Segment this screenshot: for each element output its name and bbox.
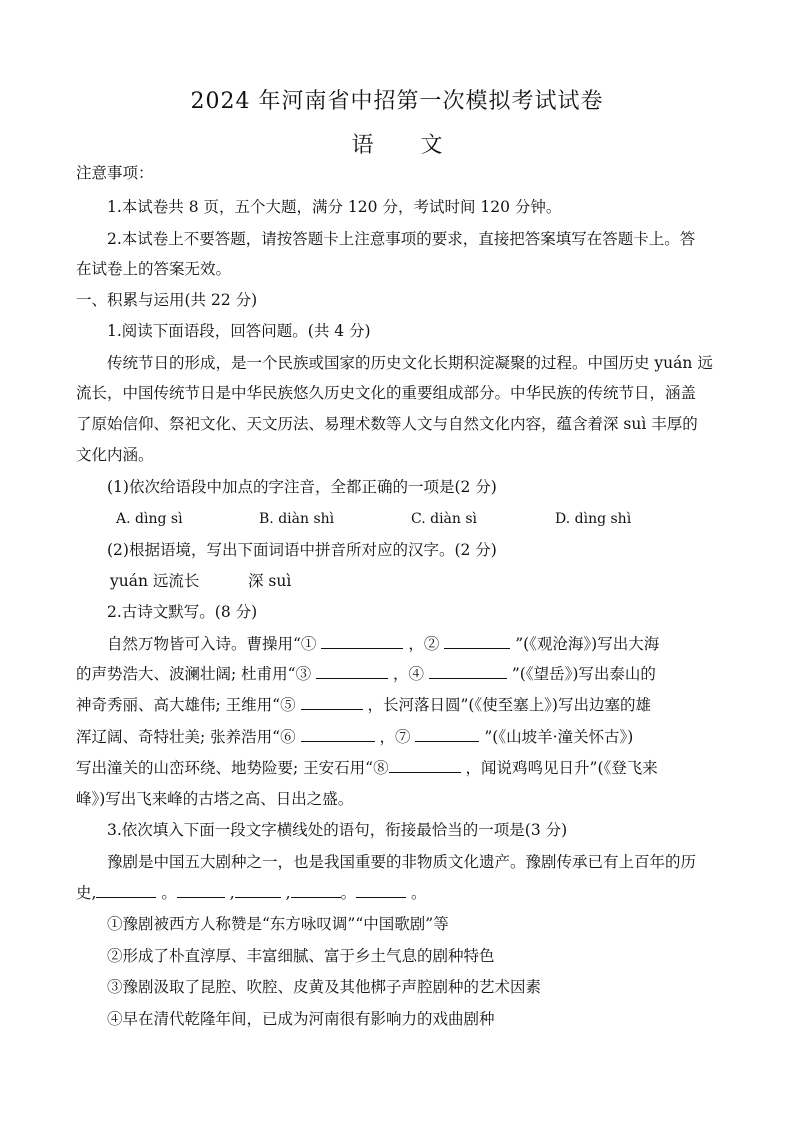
passage-line: 了原始信仰、祭祀文化、天文历法、易理术数等人文与自然文化内容，蕴含着深 suì 丰厚的 — [76, 415, 698, 433]
poem-text: 的声势浩大、波澜壮阔; 杜甫用“③ — [76, 665, 312, 683]
poem-line-1 — [107, 634, 722, 654]
answer-blank[interactable] — [415, 727, 479, 742]
poem-text: ，④ — [392, 665, 424, 683]
question-3-prompt: 3.依次填入下面一段文字横线处的语句，衔接最恰当的一项是(3 分) — [107, 821, 568, 839]
page-title: 2024 年河南省中招第一次模拟考试试卷 — [190, 89, 604, 114]
answer-blank[interactable] — [444, 634, 510, 649]
passage-line: 文化内涵。 — [76, 446, 154, 464]
section-heading: 一、积累与运用(共 22 分) — [76, 291, 258, 309]
answer-blank[interactable] — [235, 883, 281, 898]
answer-blank[interactable] — [291, 883, 341, 898]
question-2-prompt: 2.古诗文默写。(8 分) — [107, 603, 258, 621]
question-1-prompt: 1.阅读下面语段，回答问题。(共 4 分) — [107, 322, 371, 340]
options-row — [116, 509, 762, 529]
notice-item-2-cont: 在试卷上的答案无效。 — [76, 260, 232, 278]
option-b: B. diàn shì — [259, 511, 335, 527]
poem-line-6: 峰》)写出飞来峰的古塔之高、日出之盛。 — [76, 790, 354, 808]
poem-text: ，闻说鸡鸣见日升”(《登飞来 — [465, 759, 658, 777]
poem-text: 写出潼关的山峦环绕、地势险要; 王安石用“⑧ — [76, 759, 389, 777]
answer-blank[interactable] — [96, 883, 156, 898]
poem-line-2 — [76, 664, 722, 684]
poem-text: ”(《望岳》)写出泰山的 — [511, 665, 656, 683]
answer-blank[interactable] — [301, 695, 363, 710]
option-d: D. dìng shì — [555, 511, 632, 527]
subquestion-1: (1)依次给语段中加点的字注音，全都正确的一项是(2 分) — [107, 478, 497, 496]
word-2: 深 suì — [248, 572, 292, 590]
answer-blank[interactable] — [316, 664, 388, 679]
poem-text: ”(《山坡羊·潼关怀古》) — [484, 728, 634, 746]
q3-passage: 豫剧是中国五大剧种之一，也是我国重要的非物质文化遗产。豫剧传承已有上百年的历 — [107, 853, 697, 871]
answer-blank[interactable] — [321, 634, 403, 649]
q3-passage-blanks: 史, 。 , , 。 。 — [76, 884, 427, 902]
answer-blank[interactable] — [177, 883, 225, 898]
poem-text: ，⑦ — [379, 728, 411, 746]
subquestion-2: (2)根据语境，写出下面词语中拼音所对应的汉字。(2 分) — [107, 541, 497, 559]
poem-text: ，② — [408, 635, 440, 653]
answer-blank[interactable] — [356, 883, 406, 898]
subject-title: 语 文 — [351, 133, 443, 158]
words-row — [110, 571, 756, 591]
option-c: C. diàn sì — [411, 511, 478, 527]
choice-item: ③豫剧汲取了昆腔、吹腔、皮黄及其他梆子声腔剧种的艺术因素 — [107, 978, 542, 996]
passage-line: 流长，中国传统节日是中华民族悠久历史文化的重要组成部分。中华民族的传统节日，涵盖 — [76, 384, 697, 402]
poem-text: 浑辽阔、奇特壮美; 张养浩用“⑥ — [76, 728, 296, 746]
poem-line-3 — [76, 695, 722, 715]
word-1: yuán 远流长 — [110, 572, 200, 590]
choice-item: ①豫剧被西方人称赞是“东方咏叹调”“中国歌剧”等 — [107, 915, 449, 933]
choice-item: ②形成了朴直淳厚、丰富细腻、富于乡土气息的剧种特色 — [107, 947, 495, 965]
q3-text: 史, — [76, 884, 97, 902]
poem-text: ”(《观沧海》)写出大海 — [515, 635, 660, 653]
option-a: A. dìng sì — [116, 511, 183, 527]
answer-blank[interactable] — [429, 664, 507, 679]
choice-item: ④早在清代乾隆年间，已成为河南很有影响力的戏曲剧种 — [107, 1010, 495, 1028]
poem-line-4 — [76, 727, 722, 747]
notice-heading: 注意事项： — [76, 164, 154, 182]
poem-text: 自然万物皆可入诗。曹操用“① — [107, 635, 317, 653]
passage-line: 传统节日的形成，是一个民族或国家的历史文化长期积淀凝聚的过程。中国历史 yuán 远 — [107, 354, 713, 372]
poem-line-5 — [76, 758, 722, 778]
notice-item-2: 2.本试卷上不要答题，请按答题卡上注意事项的要求，直接把答案填写在答题卡上。答 — [107, 230, 696, 248]
poem-text: ，长河落日圆”(《使至塞上》)写出边塞的雄 — [367, 696, 651, 714]
notice-item-1: 1.本试卷共 8 页，五个大题，满分 120 分，考试时间 120 分钟。 — [107, 198, 562, 216]
answer-blank[interactable] — [389, 758, 461, 773]
answer-blank[interactable] — [301, 727, 375, 742]
poem-text: 神奇秀丽、高大雄伟; 王维用“⑤ — [76, 696, 296, 714]
